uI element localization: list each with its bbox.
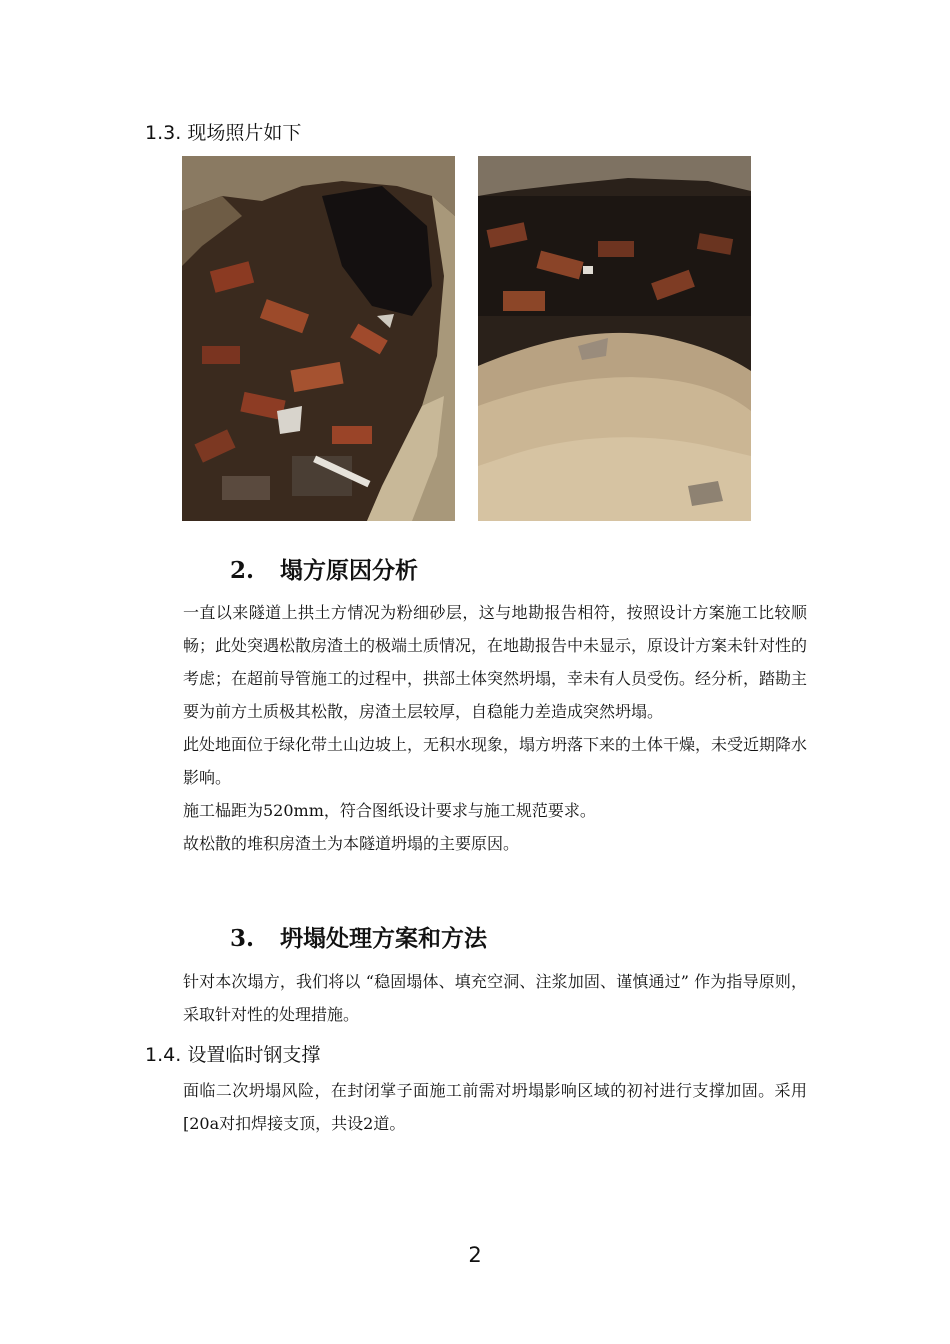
section-1-4-number: 1.4.	[145, 1044, 182, 1066]
section-1-3-number: 1.3.	[145, 122, 182, 144]
section-1-4-title: 设置临时钢支撑	[187, 1044, 321, 1066]
paragraph-spacing: 施工榀距为520mm，符合图纸设计要求与施工规范要求。	[183, 801, 596, 820]
site-photo-collapse-soil	[478, 156, 751, 521]
section-3-title: 坍塌处理方案和方法	[280, 925, 487, 952]
paragraph-cause-analysis: 一直以来隧道上拱土方情况为粉细砂层，这与地勘报告相符，按照设计方案施工比较顺畅；此处突遇松散房渣土的极端土质情况，在地勘报告中未显示，原设计方案未针对性的考虑；在超前导管施工的过程中，拱部土体突然坍塌，幸未有人员受伤。经分析，踏勘主要为前方土质极其松散，房渣土层较厚，自稳能力差造成突然坍塌。	[183, 603, 808, 721]
section-3-number: 3.	[230, 925, 255, 952]
site-photo-collapse-debris	[182, 156, 455, 521]
section-2-heading	[230, 552, 418, 585]
paragraph-treatment-principle: 针对本次塌方，我们将以 “稳固塌体、填充空洞、注浆加固、谨慎通过” 作为指导原则，采取针对性的处理措施。	[183, 972, 807, 1024]
page-number: 2	[468, 1243, 482, 1267]
section-2-title: 塌方原因分析	[280, 557, 418, 584]
section-2-number: 2.	[230, 557, 255, 584]
section-1-4-body	[145, 1074, 807, 1140]
paragraph-ground-condition: 此处地面位于绿化带土山边坡上，无积水现象，塌方坍落下来的土体干燥，未受近期降水影响。	[183, 735, 808, 787]
section-3-body	[145, 965, 807, 1031]
section-3-heading	[230, 920, 487, 953]
paragraph-conclusion: 故松散的堆积房渣土为本隧道坍塌的主要原因。	[183, 834, 520, 853]
section-1-3-heading	[145, 118, 301, 145]
paragraph-steel-support: 面临二次坍塌风险，在封闭掌子面施工前需对坍塌影响区域的初衬进行支撑加固。采用[20a对扣焊接支顶，共设2道。	[183, 1081, 807, 1133]
section-1-4-heading	[145, 1040, 320, 1067]
section-2-body	[145, 596, 807, 860]
section-1-3-title: 现场照片如下	[187, 122, 302, 144]
